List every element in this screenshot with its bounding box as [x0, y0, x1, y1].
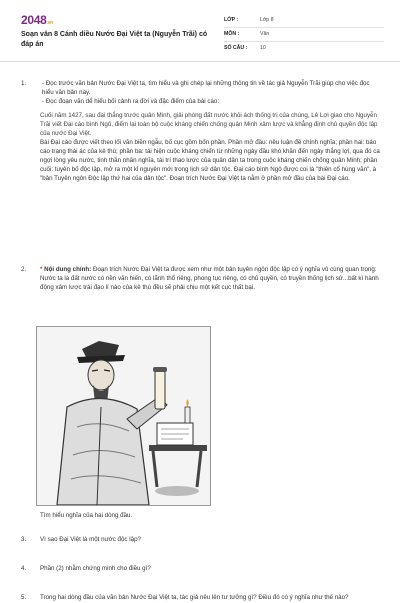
- meta-key: MÔN :: [224, 30, 240, 37]
- page-header: [0, 0, 400, 62]
- answer-star: *: [40, 266, 43, 273]
- logo-number: 2048: [21, 13, 47, 27]
- question-number: 3.: [21, 536, 27, 543]
- context-paragraph: Bài Đại cáo được viết theo lối văn biền ngẫu, bố cục gồm bốn phần. Phần mở đầu: nêu luận đề chính nghĩa; phần hai: báo cáo trạng thái ác của kẻ thù; phần ba: tái hiện cuộc kháng chiến từ những ngày đầu khó khăn đến ngày thắng lợi, qua đó ca ngợi lòng yêu nước, tinh thần nhân nghĩa, tài trí thao lược của quân dân ta trong cuộc kháng chiến chống quân Minh; phần cuối: tuyên bố độc lập, mở ra một kỉ nguyên mới trong lịch sử dân tộc. Đại cáo bình Ngô được coi là "thiên cổ hùng văn", à "bản Tuyên ngôn Độc lập thứ hai của dân tộc". Đoạn trích Nước Đại Việt ta nằm ở phần mở đầu của bài Đại cáo.: [40, 138, 380, 182]
- meta-key: LỚP :: [224, 16, 239, 23]
- question-line: - Đọc trước văn bản Nước Đại Việt ta, tìm hiểu và ghi chép lại những thông tin về tác giả Nguyễn Trãi giúp cho việc đọc hiểu văn bản này.: [42, 80, 370, 96]
- meta-value: 10: [260, 45, 266, 52]
- meta-key: SỐ CÂU :: [224, 45, 248, 52]
- scholar-scroll-illustration: [37, 327, 211, 506]
- meta-value: Văn: [260, 30, 270, 37]
- illustration-image: [36, 326, 211, 506]
- question-number: 2.: [21, 266, 27, 273]
- site-logo[interactable]: [21, 12, 53, 29]
- question-number: 5.: [21, 594, 27, 601]
- question-line: - Đọc đoạn văn dể hiểu bối cảnh ra đời và đặc điểm của bài cáo:: [42, 97, 220, 105]
- question-number: 1.: [21, 80, 27, 87]
- meta-row-count: [224, 42, 384, 56]
- document-title: Soạn văn 8 Cánh diều Nước Đại Việt ta (Nguyễn Trãi) có đáp án: [21, 31, 208, 49]
- logo-suffix: .vn: [46, 20, 53, 26]
- meta-row-grade: [224, 14, 384, 28]
- context-paragraph: Cuối năm 1427, sau đại thắng trước quân Minh, giải phóng đất nước khỏi ách thống trị của chúng, Lê Lợi giao cho Nguyễn Trãi viết Đại cáo bình Ngô, điểm lại toàn bộ cuộc kháng chiến chống quân Minh xâm lược và khẳng định chủ quyền độc lập của nước Đại Việt.: [40, 111, 378, 137]
- answer-label: Nội dung chính:: [44, 266, 92, 273]
- question-number: 4.: [21, 565, 27, 572]
- meta-row-subject: [224, 28, 384, 42]
- question-text: Trong hai dòng đầu của văn bản Nước Đại Việt ta, tác giả nêu lên tư tưởng gì? Điều đó có ý nghĩa như thế nào?: [40, 594, 349, 601]
- answer-text: Đoạn trích Nước Đại Việt ta được xem như một bản tuyên ngôn độc lập có ý nghĩa vô cùng quan trọng: Nước ta là đất nước có nền văn hiến, có lãnh thổ riêng, phong tục riêng, có chủ quyền, có truyền thống lịch sử...bất kì hành động xâm lược trái đạo lí nào của kẻ thù đều sẽ phải chịu một kết cục thất bại.: [40, 266, 379, 291]
- image-caption: Tìm hiểu nghĩa của hai dòng đầu.: [40, 512, 133, 519]
- question-text: Vì sao Đại Việt là một nước độc lập?: [40, 536, 141, 543]
- question-text: Phần (2) nhằm chứng minh cho điều gì?: [40, 565, 151, 572]
- meta-value: Lớp 8: [260, 16, 274, 23]
- meta-table: [224, 14, 384, 56]
